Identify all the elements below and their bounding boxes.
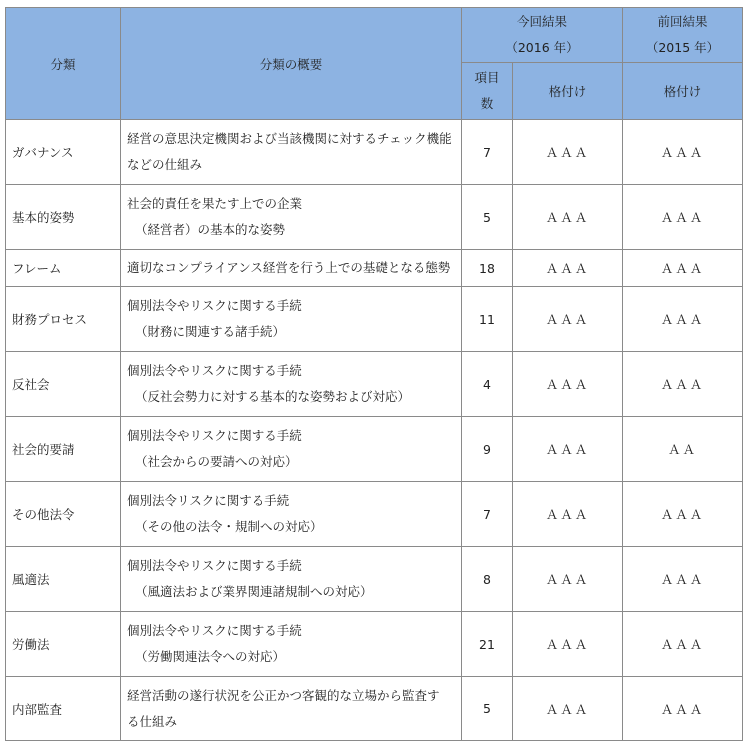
row-current-rating: ＡＡＡ (513, 547, 623, 612)
row-current-rating: ＡＡＡ (513, 185, 623, 250)
row-previous-rating: ＡＡＡ (623, 677, 743, 741)
row-category: その他法令 (6, 482, 121, 547)
row-description (121, 612, 462, 677)
row-previous-rating: ＡＡＡ (623, 250, 743, 287)
row-description (121, 287, 462, 352)
row-category: 基本的姿勢 (6, 185, 121, 250)
row-category: フレーム (6, 250, 121, 287)
header-previous-result-year: （2015 年） (645, 40, 720, 55)
row-item-count: 4 (462, 352, 513, 417)
row-item-count: 9 (462, 417, 513, 482)
row-description-line2: （その他の法令・規制への対応） (135, 519, 323, 534)
header-previous-result-label: 前回結果 (657, 14, 708, 29)
header-current-result-year: （2016 年） (505, 40, 579, 55)
row-description (121, 677, 462, 741)
row-description-line1: 個別法令やリスクに関する手続 (127, 298, 302, 313)
row-item-count: 5 (462, 185, 513, 250)
row-description-line1: 社会的責任を果たす上での企業 (127, 196, 303, 211)
table-row (6, 185, 743, 250)
header-previous-result (623, 8, 743, 63)
compliance-rating-table (5, 7, 743, 741)
row-description-line1: 個別法令リスクに関する手続 (127, 493, 290, 508)
row-previous-rating: ＡＡＡ (623, 287, 743, 352)
header-current-result (462, 8, 623, 63)
row-previous-rating: ＡＡＡ (623, 185, 743, 250)
row-item-count: 7 (462, 120, 513, 185)
row-item-count: 18 (462, 250, 513, 287)
table-row (6, 287, 743, 352)
table-row (6, 352, 743, 417)
row-description (121, 352, 462, 417)
row-description-line2: （財務に関連する諸手続） (135, 324, 286, 339)
table-row (6, 250, 743, 287)
row-category: 風適法 (6, 547, 121, 612)
row-description (121, 120, 462, 185)
row-item-count: 8 (462, 547, 513, 612)
row-category: 社会的要請 (6, 417, 121, 482)
row-description (121, 250, 462, 287)
header-overview: 分類の概要 (121, 8, 462, 120)
row-description-line2: （労働関連法令への対応） (135, 649, 286, 664)
row-current-rating: ＡＡＡ (513, 612, 623, 677)
row-previous-rating: ＡＡ (623, 417, 743, 482)
row-description (121, 482, 462, 547)
row-category: 反社会 (6, 352, 121, 417)
row-description-line1: 個別法令やリスクに関する手続 (127, 428, 302, 443)
table-row (6, 612, 743, 677)
row-description-line1: 経営の意思決定機関および当該機関に対するチェック機能 (127, 131, 452, 146)
row-item-count: 5 (462, 677, 513, 741)
row-description-line1: 個別法令やリスクに関する手続 (127, 558, 302, 573)
row-previous-rating: ＡＡＡ (623, 120, 743, 185)
row-current-rating: ＡＡＡ (513, 120, 623, 185)
row-description (121, 417, 462, 482)
row-current-rating: ＡＡＡ (513, 250, 623, 287)
row-description-line2: る仕組み (127, 713, 178, 729)
row-category: 財務プロセス (6, 287, 121, 352)
row-item-count: 11 (462, 287, 513, 352)
row-description-line1: 個別法令やリスクに関する手続 (127, 623, 302, 638)
header-rating-previous: 格付け (623, 63, 743, 120)
header-current-result-label: 今回結果 (517, 14, 568, 29)
row-category: 労働法 (6, 612, 121, 677)
table-row (6, 120, 743, 185)
row-category: 内部監査 (6, 677, 121, 741)
row-previous-rating: ＡＡＡ (623, 547, 743, 612)
row-item-count: 7 (462, 482, 513, 547)
table-row (6, 677, 743, 741)
row-description (121, 547, 462, 612)
row-item-count: 21 (462, 612, 513, 677)
table-row (6, 482, 743, 547)
row-current-rating: ＡＡＡ (513, 417, 623, 482)
row-previous-rating: ＡＡＡ (623, 612, 743, 677)
table-row (6, 417, 743, 482)
header-item-count-line2: 数 (480, 96, 494, 111)
row-description-line2: （経営者）の基本的な姿勢 (135, 222, 286, 237)
row-description-line1: 経営活動の遂行状況を公正かつ客観的な立場から監査す (127, 687, 440, 703)
header-item-count (462, 63, 513, 120)
header-item-count-line1: 項目 (474, 70, 500, 85)
row-previous-rating: ＡＡＡ (623, 482, 743, 547)
row-description-line1: 個別法令やリスクに関する手続 (127, 363, 302, 378)
row-description (121, 185, 462, 250)
table-row (6, 547, 743, 612)
row-description-line2: （反社会勢力に対する基本的な姿勢および対応） (135, 389, 411, 404)
row-description-line2: などの仕組み (127, 157, 203, 172)
row-category: ガバナンス (6, 120, 121, 185)
row-description-line2: （社会からの要請への対応） (135, 454, 298, 469)
header-category: 分類 (6, 8, 121, 120)
header-rating-current: 格付け (513, 63, 623, 120)
row-current-rating: ＡＡＡ (513, 482, 623, 547)
row-previous-rating: ＡＡＡ (623, 352, 743, 417)
row-current-rating: ＡＡＡ (513, 287, 623, 352)
row-current-rating: ＡＡＡ (513, 352, 623, 417)
row-description-line1: 適切なコンプライアンス経営を行う上での基礎となる態勢 (127, 260, 451, 275)
row-current-rating: ＡＡＡ (513, 677, 623, 741)
row-description-line2: （風適法および業界関連諸規制への対応） (135, 584, 373, 599)
